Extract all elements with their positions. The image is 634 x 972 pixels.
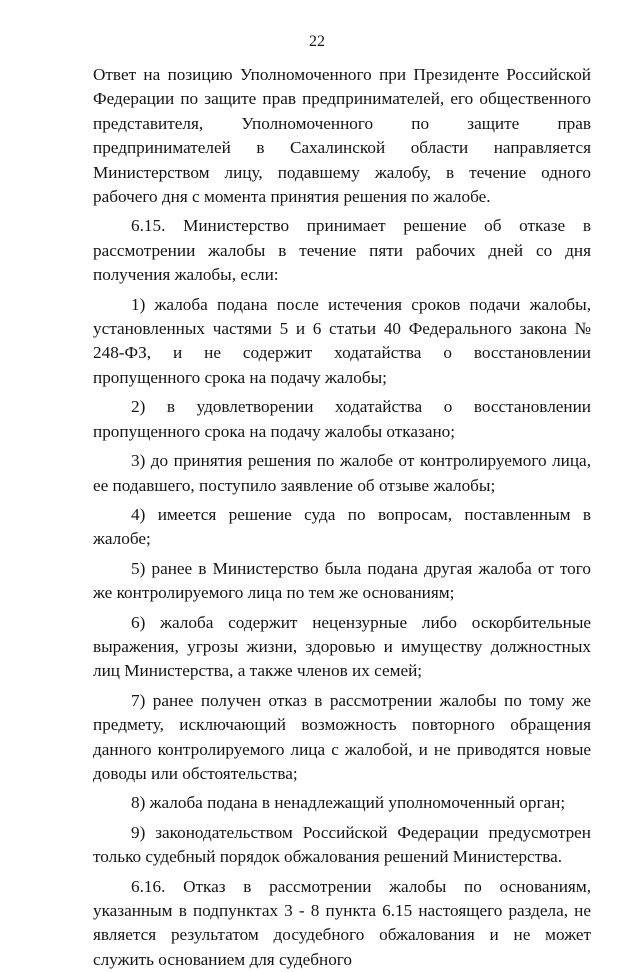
list-item-4: 4) имеется решение суда по вопросам, поставленным в жалобе; bbox=[93, 504, 591, 549]
list-item-6: 6) жалоба содержит нецензурные либо оскорбительные выражения, угрозы жизни, здоровью и имуществу должностных лиц Министерства, а также членов их семей; bbox=[93, 612, 591, 681]
list-item-5: 5) ранее в Министерство была подана другая жалоба от того же контролируемого лица по тем же основаниям; bbox=[93, 558, 591, 603]
list-item-2: 2) в удовлетворении ходатайства о восстановлении пропущенного срока на подачу жалобы отказано; bbox=[93, 397, 591, 441]
list-item-3: 3) до принятия решения по жалобе от контролируемого лица, ее подавшего, поступило заявление об отзыве жалобы; bbox=[93, 451, 591, 495]
page-number: 22 bbox=[309, 33, 325, 50]
list-item-1: 1) жалоба подана после истечения сроков подачи жалобы, установленных частями 5 и 6 статьи 40 Федерального закона № 248-ФЗ, и не содержит ходатайства о восстановлении пропущенного срока на подачу жалобы; bbox=[93, 294, 591, 387]
paragraph-6-15-refusal-grounds: 6.15. Министерство принимает решение об отказе в рассмотрении жалобы в течение пяти рабочих дней со дня получения жалобы, если: bbox=[93, 216, 591, 285]
paragraph-response-delivery: Ответ на позицию Уполномоченного при Президенте Российской Федерации по защите прав предпринимателей, его общественного представителя, Уполномоченного по защите прав предпринимателей в Сахалинской области направляется Министерством лицу, подавшему жалобу, в течение одного рабочего дня с момента принятия решения по жалобе. bbox=[93, 65, 591, 207]
list-item-7: 7) ранее получен отказ в рассмотрении жалобы по тому же предмету, исключающий возможность повторного обращения данного контролируемого лица с жалобой, и не приводятся новые доводы или обстоятельства; bbox=[93, 690, 591, 783]
paragraph-6-16-refusal-effect: 6.16. Отказ в рассмотрении жалобы по основаниям, указанным в подпунктах 3 - 8 пункта 6.15 настоящего раздела, не является результатом досудебного обжалования и не может служить основанием для судебного bbox=[93, 876, 591, 969]
list-item-8: 8) жалоба подана в ненадлежащий уполномоченный орган; bbox=[131, 793, 566, 813]
list-item-9: 9) законодательством Российской Федерации предусмотрен только судебный порядок обжалования решений Министерства. bbox=[93, 822, 591, 867]
document-body bbox=[93, 63, 591, 972]
